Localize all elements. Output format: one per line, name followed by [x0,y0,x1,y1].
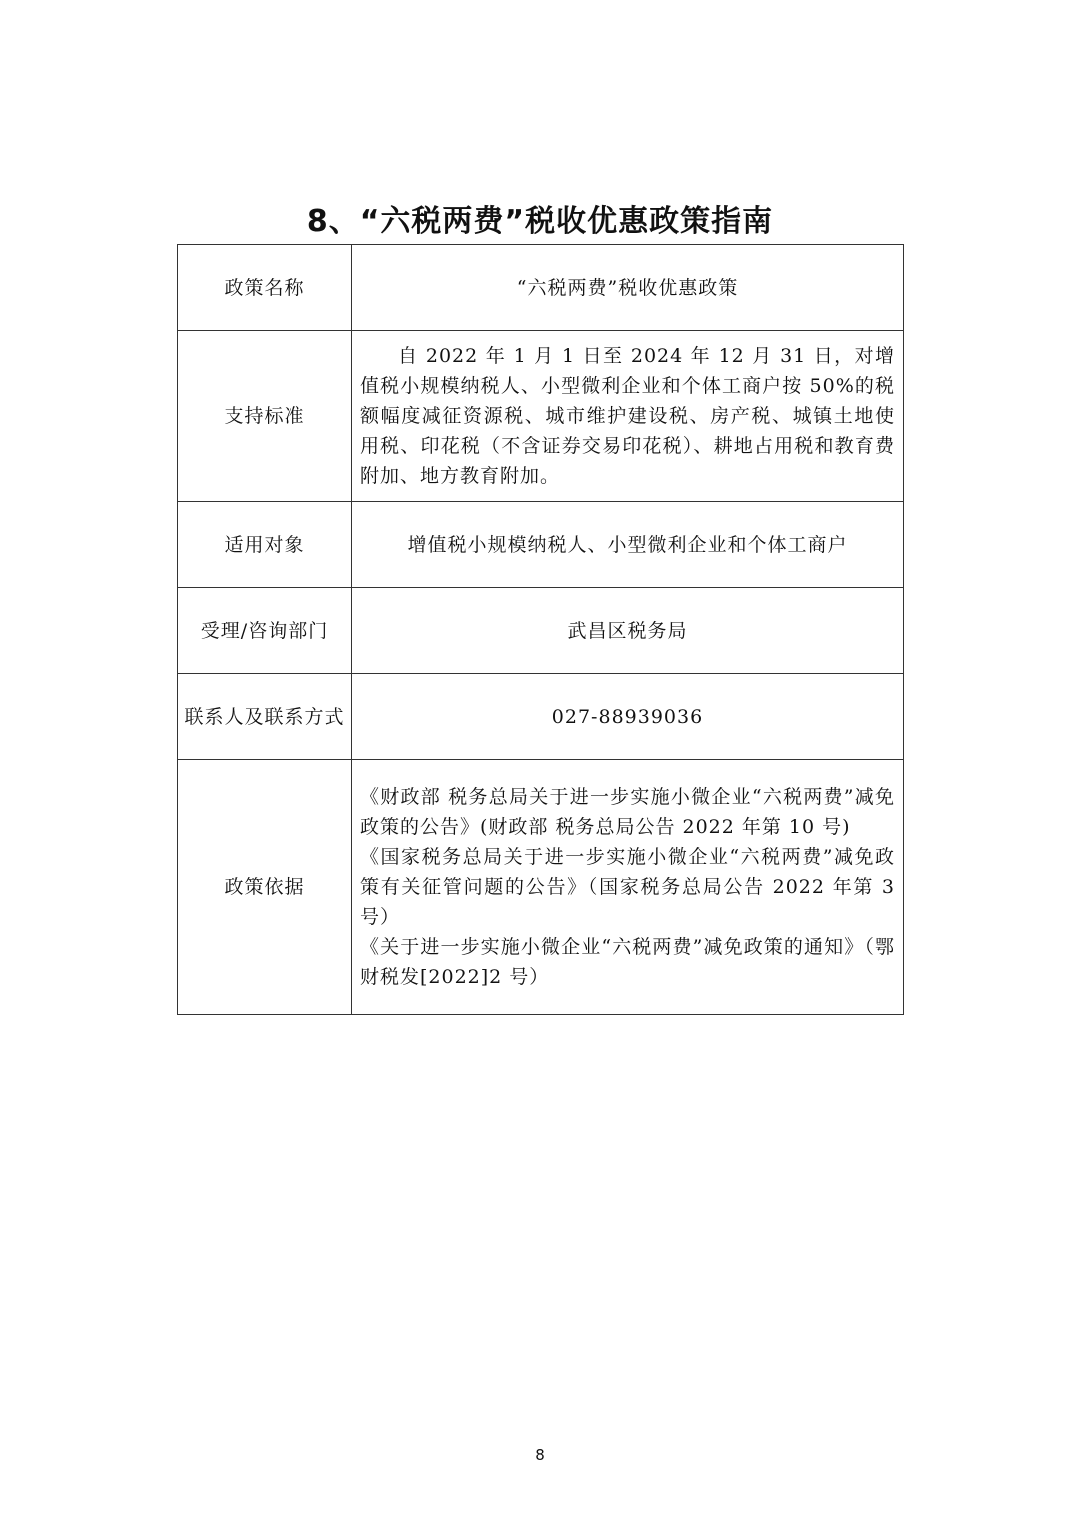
policy-basis-item: 《关于进一步实施小微企业“六税两费”减免政策的通知》（鄂财税发[2022]2 号） [360,936,895,988]
page-title: 8、“六税两费”税收优惠政策指南 [306,204,774,239]
row-label: 政策依据 [178,760,352,1015]
row-label: 政策名称 [178,245,352,331]
policy-basis-item: 《财政部 税务总局关于进一步实施小微企业“六税两费”减免政策的公告》(财政部 税务总局公告 2022 年第 10 号) [360,786,895,838]
row-value: 增值税小规模纳税人、小型微利企业和个体工商户 [352,502,904,588]
policy-basis-item: 《国家税务总局关于进一步实施小微企业“六税两费”减免政策有关征管问题的公告》（国家税务总局公告 2022 年第 3 号） [360,846,895,928]
row-value: “六税两费”税收优惠政策 [352,245,904,331]
row-label: 支持标准 [178,331,352,502]
row-label: 联系人及联系方式 [178,674,352,760]
table-row-contact [178,674,904,760]
row-value: 武昌区税务局 [352,588,904,674]
row-value [352,331,904,502]
table-row-applicable-target [178,502,904,588]
page-number: 8 [535,1446,545,1464]
row-value: 027-88939036 [352,674,904,760]
row-label: 受理/咨询部门 [178,588,352,674]
table-row-support-standard [178,331,904,502]
table-row-department [178,588,904,674]
support-standard-text: 自 2022 年 1 月 1 日至 2024 年 12 月 31 日，对增值税小规模纳税人、小型微利企业和个体工商户按 50%的税额幅度减征资源税、城市维护建设税、房产税、城镇土地使用税、印花税（不含证券交易印花税）、耕地占用税和教育费附加、地方教育附加。 [360,345,895,487]
table-row-policy-name [178,245,904,331]
policy-guide-table [177,244,904,1015]
table-row-policy-basis [178,760,904,1015]
row-label: 适用对象 [178,502,352,588]
row-value [352,760,904,1015]
